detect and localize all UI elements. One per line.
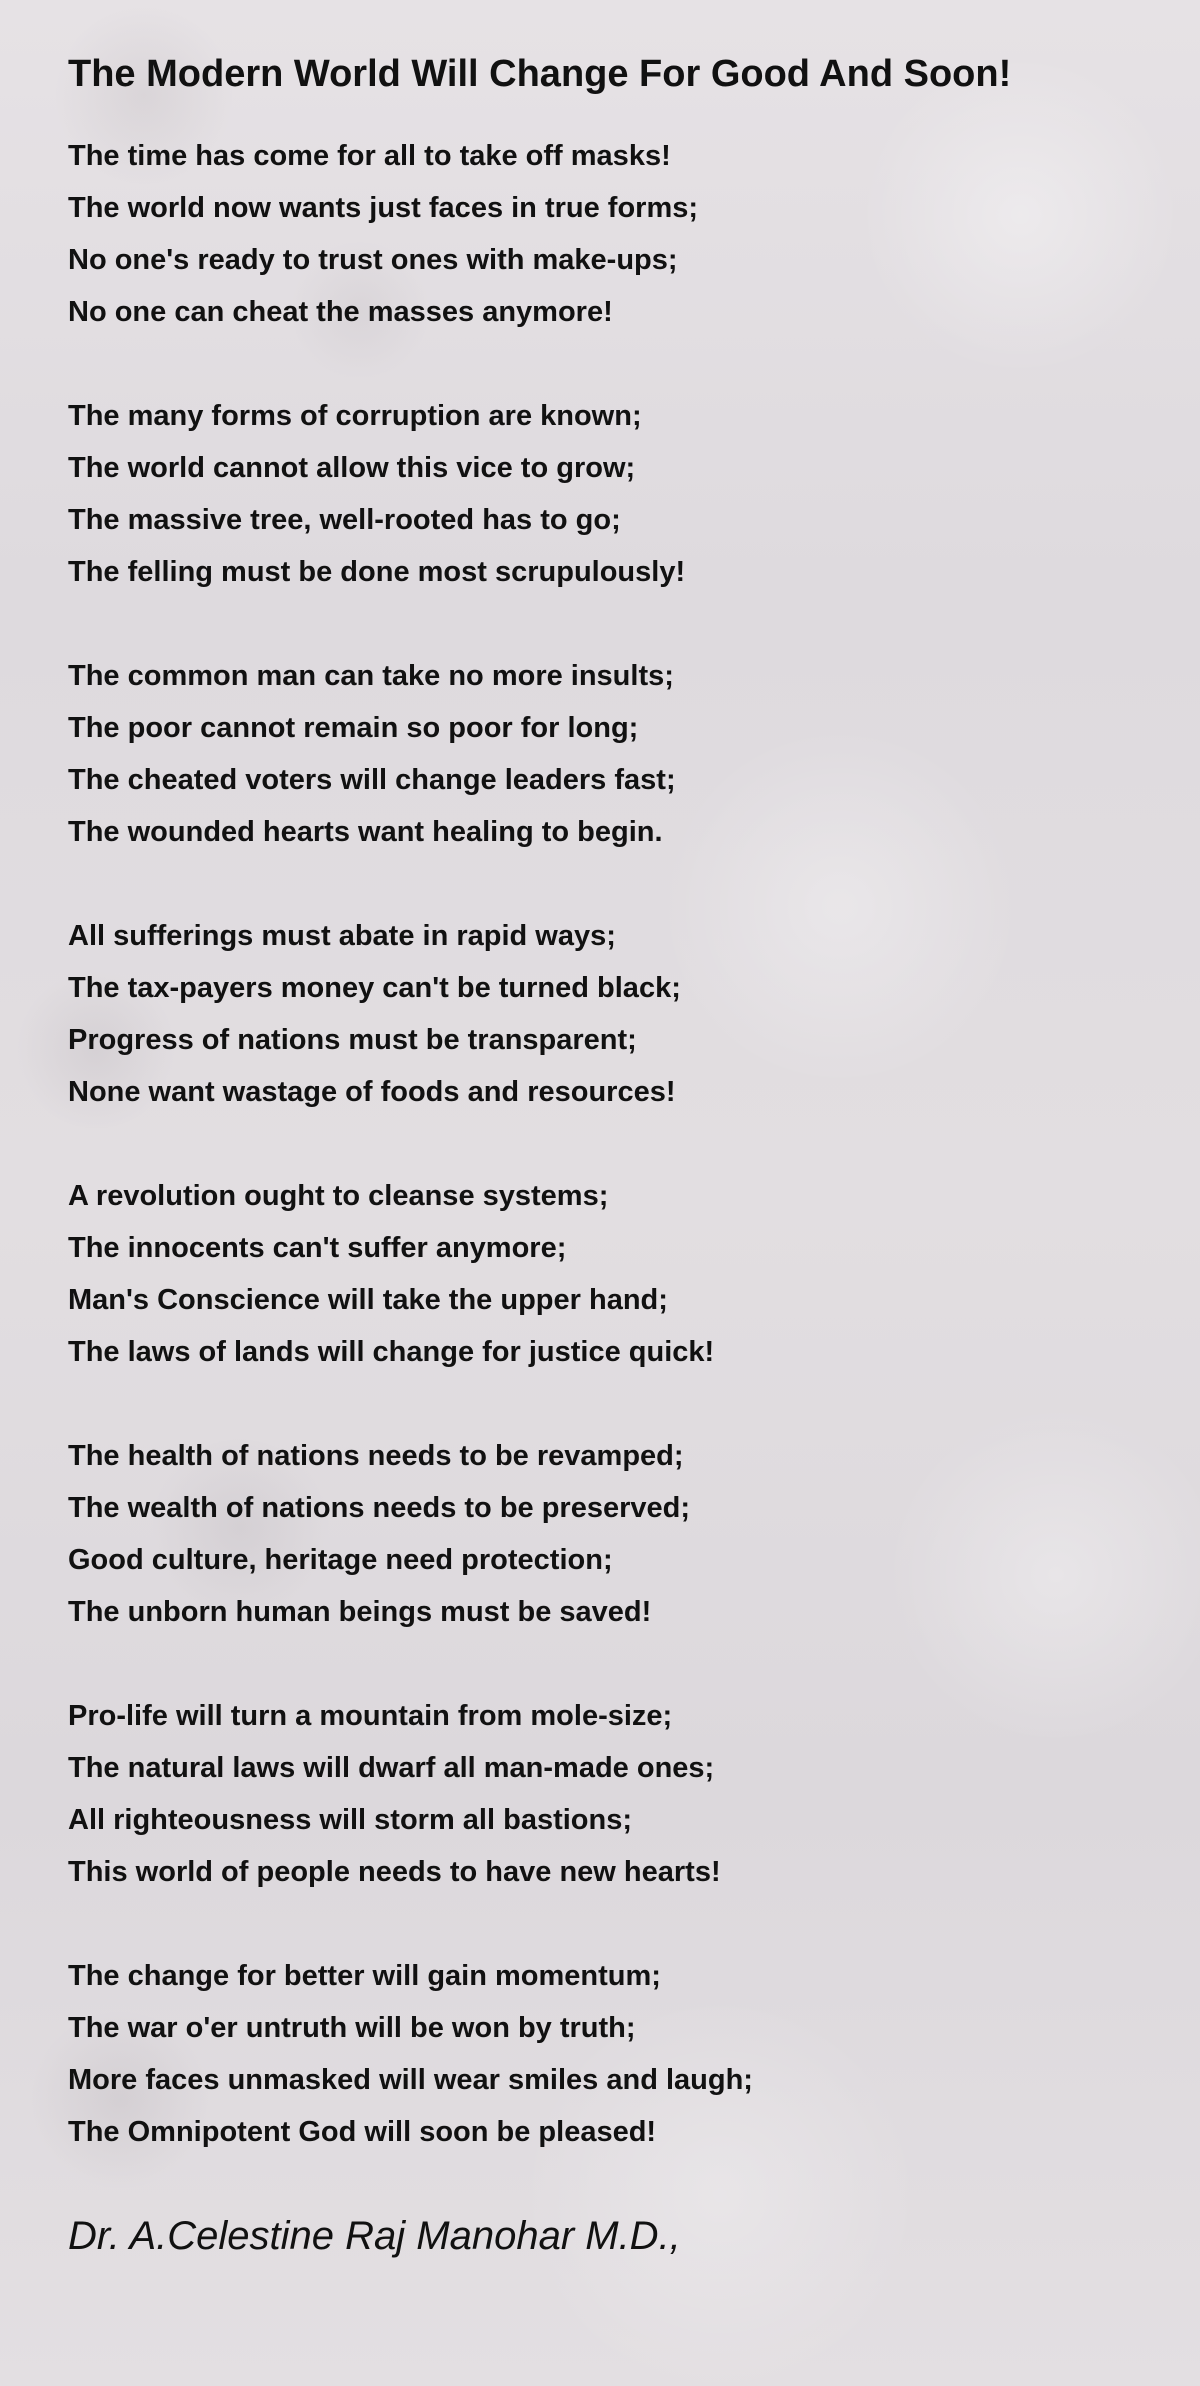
poem-line: The cheated voters will change leaders fast; xyxy=(68,764,676,796)
poem-line: The change for better will gain momentum; xyxy=(68,1960,661,1992)
poem-line: The felling must be done most scrupulously! xyxy=(68,556,686,588)
poem-body xyxy=(68,130,1148,2158)
poem-line: The unborn human beings must be saved! xyxy=(68,1596,652,1628)
poem-author: Dr. A.Celestine Raj Manohar M.D., xyxy=(68,2214,681,2258)
poem-line: The laws of lands will change for justice quick! xyxy=(68,1336,715,1368)
poem-line: The Omnipotent God will soon be pleased! xyxy=(68,2116,657,2148)
poem-line: A revolution ought to cleanse systems; xyxy=(68,1180,609,1212)
stanza xyxy=(68,390,1148,598)
poem-line: All righteousness will storm all bastions; xyxy=(68,1804,632,1836)
poem-line: The wealth of nations needs to be preserved; xyxy=(68,1492,691,1524)
poem-line: Pro-life will turn a mountain from mole-size; xyxy=(68,1700,673,1732)
stanza xyxy=(68,130,1148,338)
poem-line: The innocents can't suffer anymore; xyxy=(68,1232,567,1264)
poem-page xyxy=(68,48,1148,2262)
poem-line: The war o'er untruth will be won by truth; xyxy=(68,2012,636,2044)
poem-line: This world of people needs to have new hearts! xyxy=(68,1856,721,1888)
stanza xyxy=(68,650,1148,858)
stanza xyxy=(68,1170,1148,1378)
poem-line: More faces unmasked will wear smiles and laugh; xyxy=(68,2064,753,2096)
poem-line: Good culture, heritage need protection; xyxy=(68,1544,613,1576)
poem-line: Progress of nations must be transparent; xyxy=(68,1024,637,1056)
poem-line: The world now wants just faces in true forms; xyxy=(68,192,699,224)
poem-line: Man's Conscience will take the upper hand; xyxy=(68,1284,668,1316)
poem-line: All sufferings must abate in rapid ways; xyxy=(68,920,616,952)
stanza xyxy=(68,1430,1148,1638)
poem-line: The poor cannot remain so poor for long; xyxy=(68,712,639,744)
poem-line: The time has come for all to take off masks! xyxy=(68,140,671,172)
poem-line: The world cannot allow this vice to grow; xyxy=(68,452,636,484)
poem-title: The Modern World Will Change For Good And Soon! xyxy=(68,53,1012,95)
stanza xyxy=(68,1950,1148,2158)
poem-line: No one's ready to trust ones with make-ups; xyxy=(68,244,678,276)
poem-line: The common man can take no more insults; xyxy=(68,660,674,692)
stanza xyxy=(68,1690,1148,1898)
stanza xyxy=(68,910,1148,1118)
poem-line: The health of nations needs to be revamped; xyxy=(68,1440,684,1472)
poem-line: The many forms of corruption are known; xyxy=(68,400,642,432)
poem-line: No one can cheat the masses anymore! xyxy=(68,296,613,328)
poem-line: The tax-payers money can't be turned black; xyxy=(68,972,681,1004)
poem-line: None want wastage of foods and resources! xyxy=(68,1076,676,1108)
poem-line: The massive tree, well-rooted has to go; xyxy=(68,504,621,536)
poem-line: The natural laws will dwarf all man-made ones; xyxy=(68,1752,715,1784)
poem-line: The wounded hearts want healing to begin. xyxy=(68,816,663,848)
